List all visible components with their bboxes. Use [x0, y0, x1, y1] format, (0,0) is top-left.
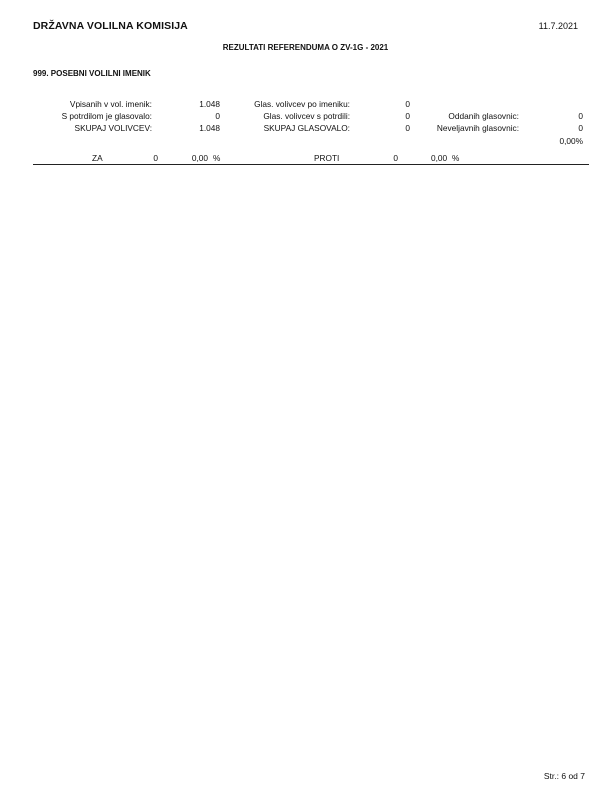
total-voted-label: SKUPAJ GLASOVALO: [263, 123, 350, 133]
certificate-voters-label: S potrdilom je glasovalo: [61, 111, 152, 121]
cast-ballots-label: Oddanih glasovnic: [448, 111, 519, 121]
organization-name: DRŽAVNA VOLILNA KOMISIJA [33, 20, 188, 32]
section-title: 999. POSEBNI VOLILNI IMENIK [33, 69, 151, 78]
total-voted-value: 0 [405, 123, 410, 133]
total-voters-label: SKUPAJ VOLIVCEV: [74, 123, 152, 133]
report-date: 11.7.2021 [538, 21, 578, 31]
invalid-ballots-percent: 0,00% [559, 136, 583, 146]
registered-voters-label: Vpisanih v vol. imenik: [69, 99, 152, 109]
result-za-percent: 0,00 [191, 153, 208, 163]
page-number: Str.: 6 od 7 [543, 771, 585, 781]
cast-ballots-value: 0 [578, 111, 583, 121]
result-proti-unit: % [452, 153, 460, 163]
result-proti-percent: 0,00 [431, 153, 448, 163]
results-divider [33, 164, 589, 165]
votes-by-register-value: 0 [405, 99, 410, 109]
invalid-ballots-label: Neveljavnih glasovnic: [436, 123, 519, 133]
votes-by-register-label: Glas. volivcev po imeniku: [254, 99, 350, 109]
report-title: REZULTATI REFERENDUMA O ZV-1G - 2021 [222, 43, 389, 52]
result-za-count: 0 [153, 153, 158, 163]
invalid-ballots-value: 0 [578, 123, 583, 133]
result-za-unit: % [213, 153, 221, 163]
votes-by-certificate-value: 0 [405, 111, 410, 121]
result-proti-count: 0 [393, 153, 398, 163]
votes-by-certificate-label: Glas. volivcev s potrdili: [263, 111, 350, 121]
result-proti-label: PROTI [314, 153, 340, 163]
result-za-label: ZA [92, 153, 103, 163]
total-voters-value: 1.048 [199, 123, 220, 133]
registered-voters-value: 1.048 [199, 99, 220, 109]
certificate-voters-value: 0 [215, 111, 220, 121]
